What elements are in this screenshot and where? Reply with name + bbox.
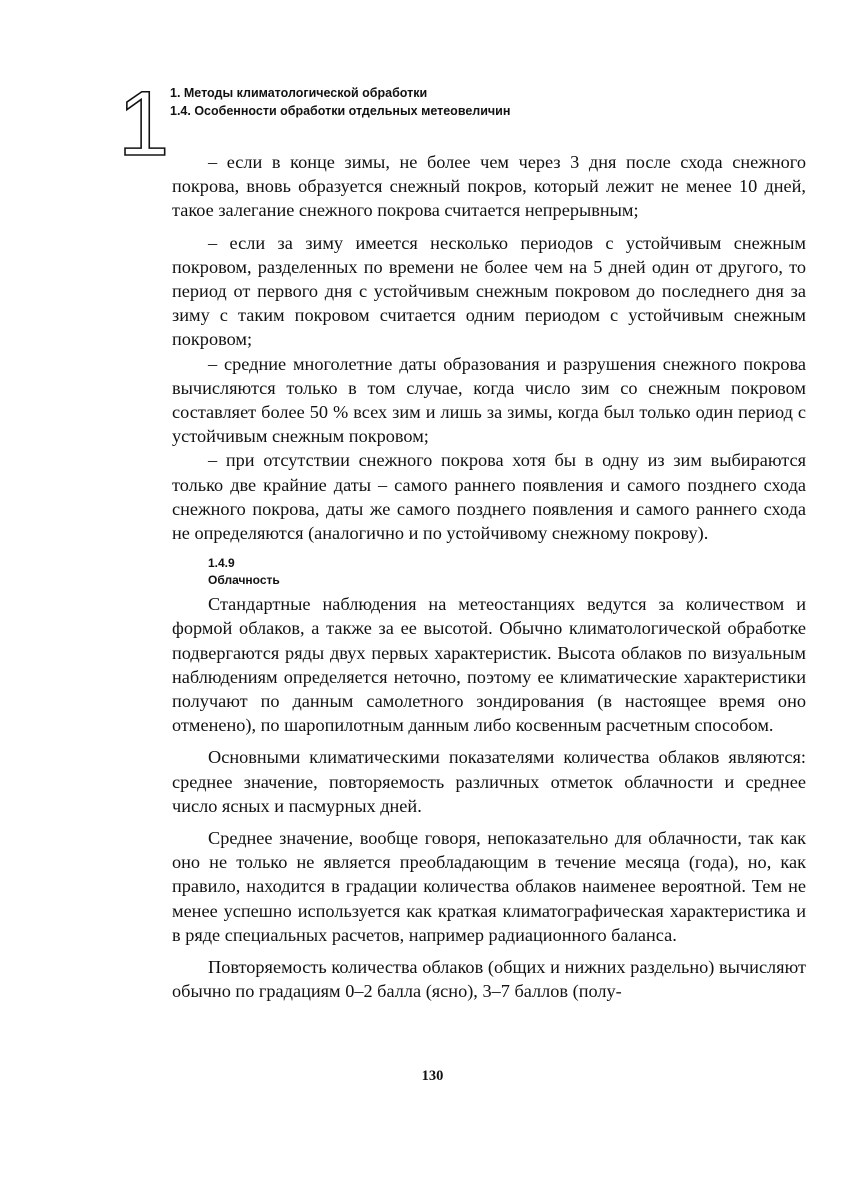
chapter-number: 1 [118,73,170,175]
page-number: 130 [421,1068,444,1084]
paragraph: – если в конце зимы, не более чем через 3 дня после схода снежного покрова, вновь образуется снежный покров, который лежит не менее 10 дней, такое залегание снежного покрова считается непрерывным; [172,152,806,221]
subsection-number: 1.4.9 [208,556,235,571]
chapter-title: 1. Методы климатологической обработки [170,86,428,100]
paragraph: – при отсутствии снежного покрова хотя бы в одну из зим выбираются только две крайние даты – самого раннего появления и самого позднего схода снежного покрова, даты же самого позднего появления и самого раннего схода не определяются (аналогично и по устойчивому снежному покрову). [172,450,806,544]
paragraph: – если за зиму имеется несколько периодов с устойчивым снежным покровом, разделенных по времени не более чем на 5 дней один от другого, то период от первого дня с устойчивым снежным покровом до последнего дня за зиму с таким покровом считается одним периодом с устойчивым снежным покровом; [172,232,806,350]
paragraph: – средние многолетние даты образования и разрушения снежного покрова вычисляются только в том случае, когда число зим со снежным покровом составляет более 50 % всех зим и лишь за зимы, когда был только один период с устойчивым снежным покровом; [172,353,806,447]
running-header [170,84,510,120]
section-title: 1.4. Особенности обработки отдельных метеовеличин [170,104,511,118]
paragraph: Среднее значение, вообще говоря, непоказательно для облачности, так как оно не только не является преобладающим в течение месяца (года), но, как правило, находится в градации количества облаков наименее вероятной. Тем не менее успешно используется как краткая климатографическая характеристика и в ряде специальных расчетов, например радиационного баланса. [172,828,806,945]
paragraph: Повторяемость количества облаков (общих и нижних раздельно) вычисляют обычно по градациям 0–2 балла (ясно), 3–7 баллов (полу- [172,957,806,1002]
paragraph: Основными климатическими показателями количества облаков являются: среднее значение, повторяемость различных отметок облачности и среднее число ясных и пасмурных дней. [172,747,806,816]
paragraph: Стандартные наблюдения на метеостанциях ведутся за количеством и формой облаков, а также за ее высотой. Обычно климатологической обработке подвергаются ряды двух первых характеристик. Высота облаков по визуальным наблюдениям определяется неточно, поэтому ее климатические характеристики получают по данным самолетного зондирования (в настоящее время оно отменено), по шаропилотным данным либо косвенным расчетным способом. [172,594,806,736]
subsection-title: Облачность [208,573,280,588]
body-text [172,150,806,1004]
